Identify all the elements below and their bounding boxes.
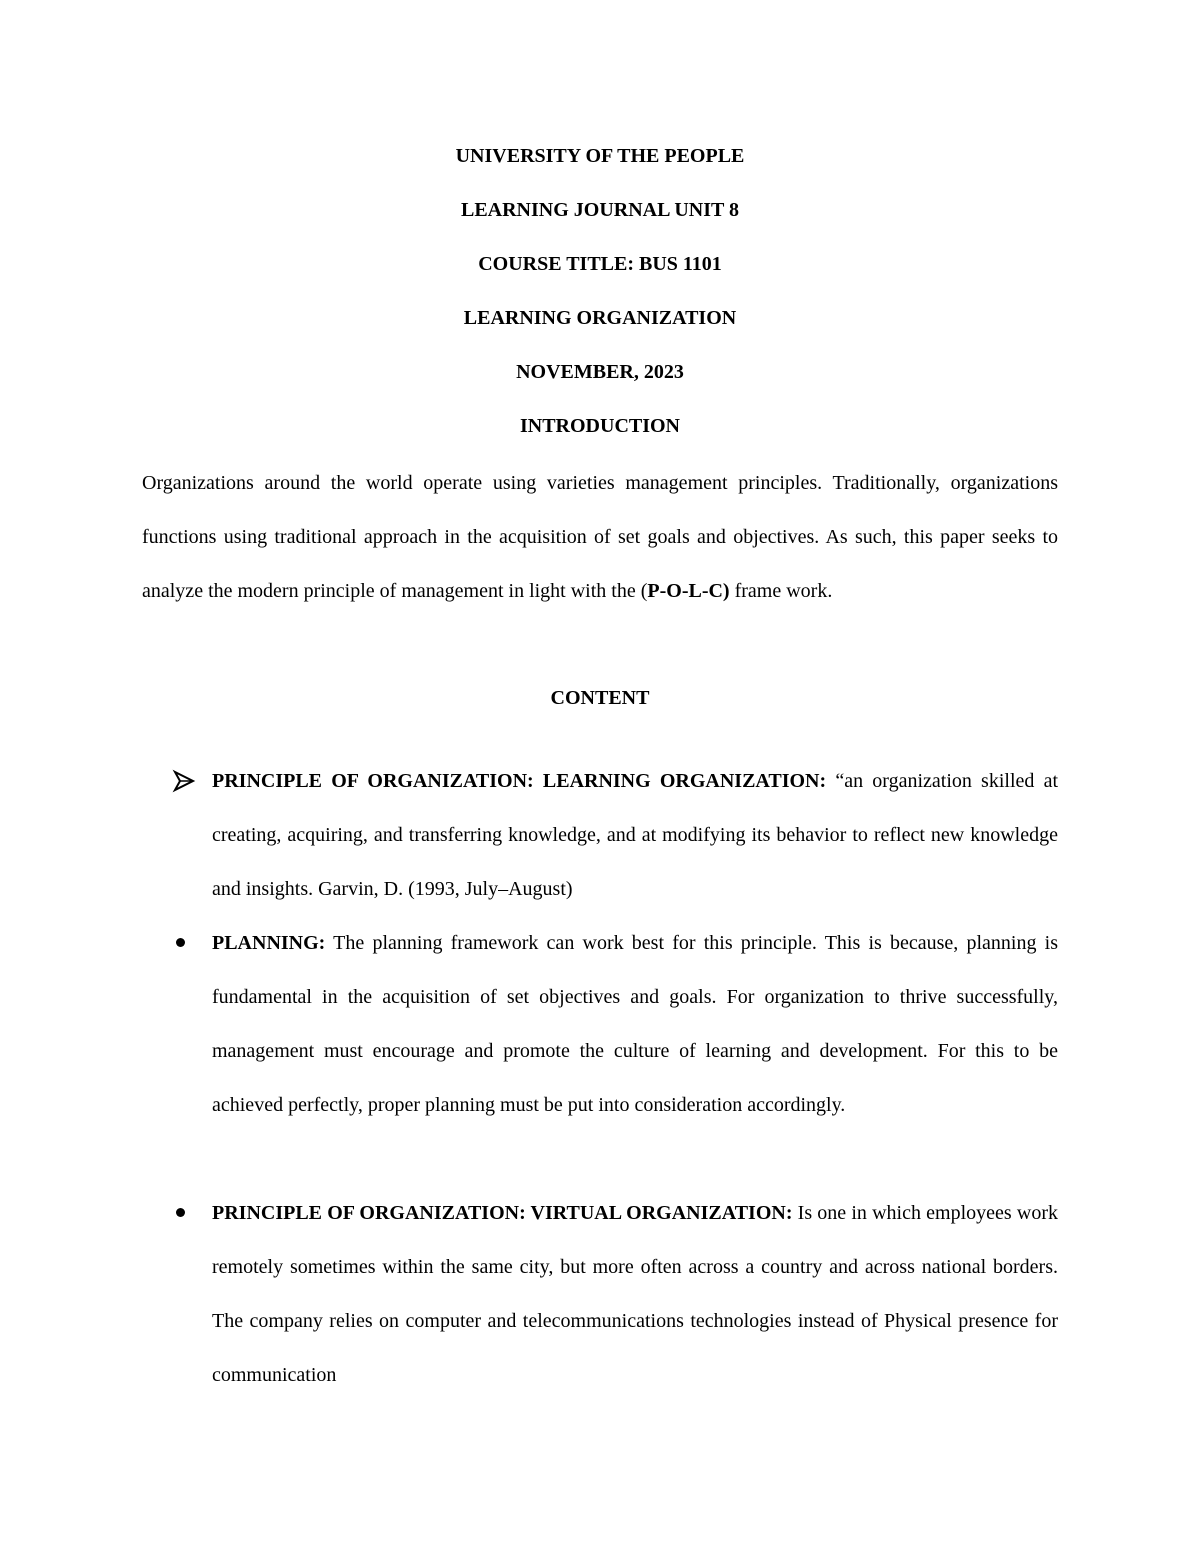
list-item-bold: PRINCIPLE OF ORGANIZATION: VIRTUAL ORGANIZATION: <box>212 1202 793 1224</box>
arrow-bullet-icon <box>172 769 196 793</box>
list-item-learning-organization <box>212 754 1058 916</box>
introduction-heading: INTRODUCTION <box>519 415 681 437</box>
list-item-bold: PLANNING: <box>212 932 326 954</box>
list-item-bold: PRINCIPLE OF ORGANIZATION: LEARNING ORGANIZATION: <box>212 770 827 792</box>
journal-title: LEARNING JOURNAL UNIT 8 <box>460 199 739 221</box>
polc-bold-text: P-O-L-C) <box>647 580 730 602</box>
course-title: COURSE TITLE: BUS 1101 <box>478 253 722 275</box>
list-item-text: Is one in which employees work remotely sometimes within the same city, but more often across a country and across national borders. The company relies on computer and telecommunications technologies instead of Physical presence for communication <box>212 1202 1058 1386</box>
list-item-text: “an organization skilled at creating, acquiring, and transferring knowledge, and at modifying its behavior to reflect new knowledge and insights. Garvin, D. (1993, July–August) <box>212 770 1058 900</box>
list-item-text: The planning framework can work best for this principle. This is because, planning is fundamental in the acquisition of set objectives and goals. For organization to thrive successfully, management must encourage and promote the culture of learning and development. For this to be achieved perfectly, proper planning must be put into consideration accordingly. <box>212 932 1058 1116</box>
content-heading: CONTENT <box>550 687 650 709</box>
introduction-text: Organizations around the world operate using varieties management principles. Traditionally, organizations functions using traditional approach in the acquisition of set goals and objectives. As such, this paper seeks to analyze the modern principle of management in light with the ( <box>142 472 1058 602</box>
round-bullet-icon <box>176 1208 185 1217</box>
topic-title: LEARNING ORGANIZATION <box>463 307 737 329</box>
list-item-virtual-organization <box>212 1186 1058 1402</box>
date-line: NOVEMBER, 2023 <box>516 361 684 383</box>
introduction-paragraph <box>142 456 1058 618</box>
introduction-text-end: frame work. <box>729 580 833 602</box>
list-item-planning <box>212 916 1058 1132</box>
round-bullet-icon <box>176 938 185 947</box>
university-title: UNIVERSITY OF THE PEOPLE <box>455 145 745 167</box>
